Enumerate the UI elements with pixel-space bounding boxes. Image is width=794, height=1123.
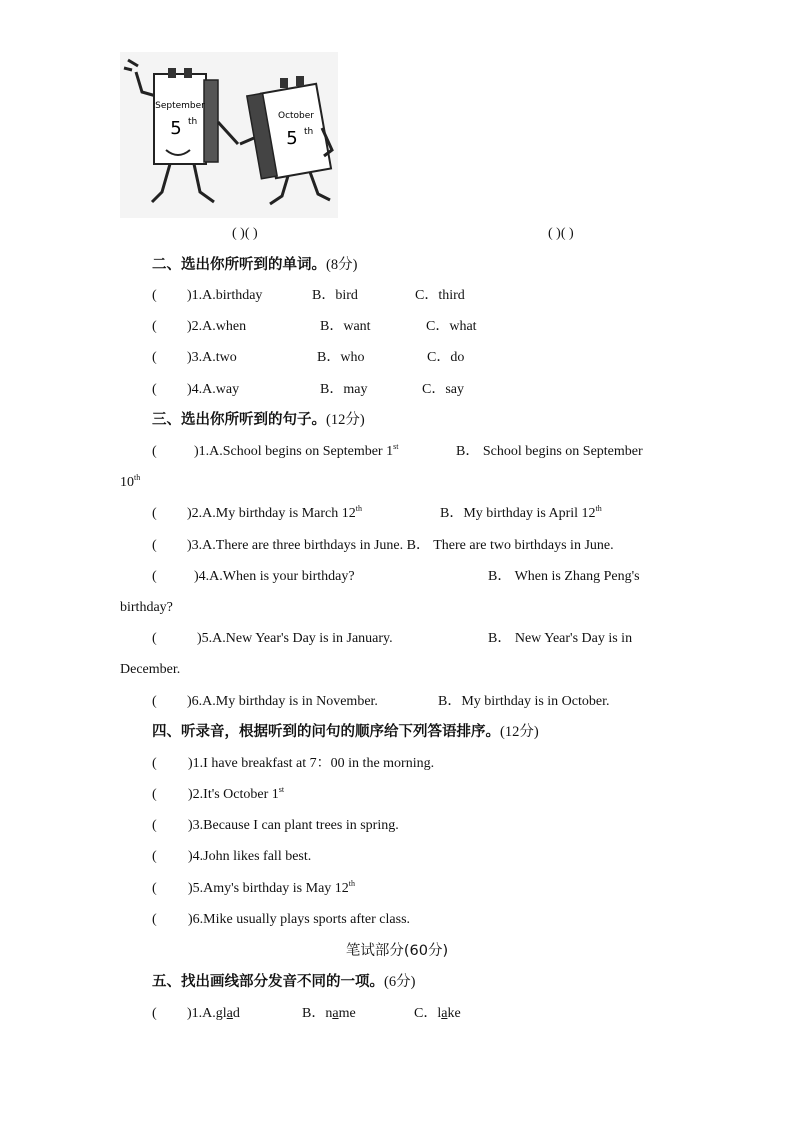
section4-item-1: ( )1.I have breakfast at 7：00 in the morning.: [152, 756, 435, 771]
section5-title: 五、找出画线部分发音不同的一项。: [152, 974, 384, 990]
item-option-b: B．My birthday is in October.: [438, 694, 610, 709]
section2-heading: [152, 256, 357, 274]
section4-points: (12分): [500, 724, 539, 740]
written-part-heading: 笔试部分(60分): [345, 943, 449, 959]
answer-paren[interactable]: (: [152, 818, 157, 833]
right-calendar-month: October: [277, 111, 315, 121]
answer-paren[interactable]: (: [152, 694, 157, 709]
item-option-c: C．say: [422, 382, 464, 397]
item-option-a: )1.A.glad: [187, 1006, 240, 1021]
calendar-characters-illustration: [120, 52, 338, 218]
section4-title: 四、听录音，根据听到的问句的顺序给下列答语排序。: [152, 724, 500, 740]
picture-answer-left[interactable]: ( )( ): [232, 226, 258, 241]
item-option-a: )5.A.New Year's Day is in January.: [197, 631, 393, 646]
picture-answer-right[interactable]: ( )( ): [548, 226, 574, 241]
answer-paren[interactable]: (: [152, 1006, 157, 1021]
answer-paren[interactable]: (: [152, 382, 157, 397]
item-options: )3.A.There are three birthdays in June. B． There are two birthdays in June.: [187, 538, 614, 553]
answer-paren[interactable]: (: [152, 881, 157, 896]
item-option-c: C．what: [426, 319, 477, 334]
section3-points: (12分): [326, 412, 365, 428]
right-calendar-day: 5: [286, 128, 298, 149]
section2-points: (8分): [326, 257, 358, 273]
answer-paren[interactable]: (: [152, 288, 157, 303]
left-calendar-month: September: [155, 101, 205, 111]
left-calendar-day: 5: [170, 118, 182, 139]
item-option-b: B．My birthday is April 12th: [440, 504, 602, 521]
item-option-a: )4.A.When is your birthday?: [194, 569, 355, 584]
answer-paren[interactable]: (: [152, 506, 157, 521]
item-option-b: B．name: [302, 1006, 356, 1021]
item-option-a: )2.A.My birthday is March 12th: [187, 504, 362, 521]
item-option-b: B． New Year's Day is in: [488, 631, 633, 646]
item-option-c: C．do: [427, 350, 465, 365]
section3-item-1-continued: 10th: [120, 473, 141, 490]
item-option-b: B．may: [320, 382, 368, 397]
section4-heading: [152, 723, 539, 741]
answer-paren[interactable]: (: [152, 756, 157, 771]
section3-title: 三、选出你所听到的句子。: [152, 412, 326, 428]
item-option-b: B． School begins on September: [456, 444, 643, 459]
section5-points: (6分): [384, 974, 416, 990]
section3-item-5-continued: December.: [120, 662, 181, 677]
section4-item-5: ( )5.Amy's birthday is May 12th: [152, 879, 356, 896]
item-option-b: B．want: [320, 319, 371, 334]
item-option-a: )2.A.when: [187, 319, 247, 334]
section3-heading: [152, 411, 365, 429]
item-option-a: )4.A.way: [187, 382, 240, 397]
item-option-b: B．who: [317, 350, 365, 365]
item-option-a: )1.A.School begins on September 1st: [194, 442, 399, 459]
answer-paren[interactable]: (: [152, 912, 157, 927]
answer-paren[interactable]: (: [152, 538, 157, 553]
section4-item-3: ( )3.Because I can plant trees in spring.: [152, 818, 399, 833]
answer-paren[interactable]: (: [152, 319, 157, 334]
item-option-a: )1.A.birthday: [187, 288, 263, 303]
section4-item-4: ( )4.John likes fall best.: [152, 849, 312, 864]
answer-paren[interactable]: (: [152, 631, 157, 646]
answer-paren[interactable]: (: [152, 350, 157, 365]
section3-item-4-continued: birthday?: [120, 600, 173, 615]
section5-heading: [152, 973, 415, 991]
item-option-a: )3.A.two: [187, 350, 237, 365]
item-option-c: C．lake: [414, 1006, 461, 1021]
answer-paren[interactable]: (: [152, 849, 157, 864]
section4-item-2: ( )2.It's October 1st: [152, 785, 285, 802]
item-option-b: B．bird: [312, 288, 358, 303]
left-calendar-suffix: th: [188, 117, 198, 127]
item-option-b: B． When is Zhang Peng's: [488, 569, 640, 584]
item-option-c: C．third: [415, 288, 465, 303]
item-option-a: )6.A.My birthday is in November.: [187, 694, 378, 709]
section2-title: 二、选出你所听到的单词。: [152, 257, 326, 273]
right-calendar-suffix: th: [304, 127, 314, 137]
answer-paren[interactable]: (: [152, 569, 157, 584]
answer-paren[interactable]: (: [152, 444, 157, 459]
section4-item-6: ( )6.Mike usually plays sports after class.: [152, 912, 411, 927]
answer-paren[interactable]: (: [152, 787, 157, 802]
